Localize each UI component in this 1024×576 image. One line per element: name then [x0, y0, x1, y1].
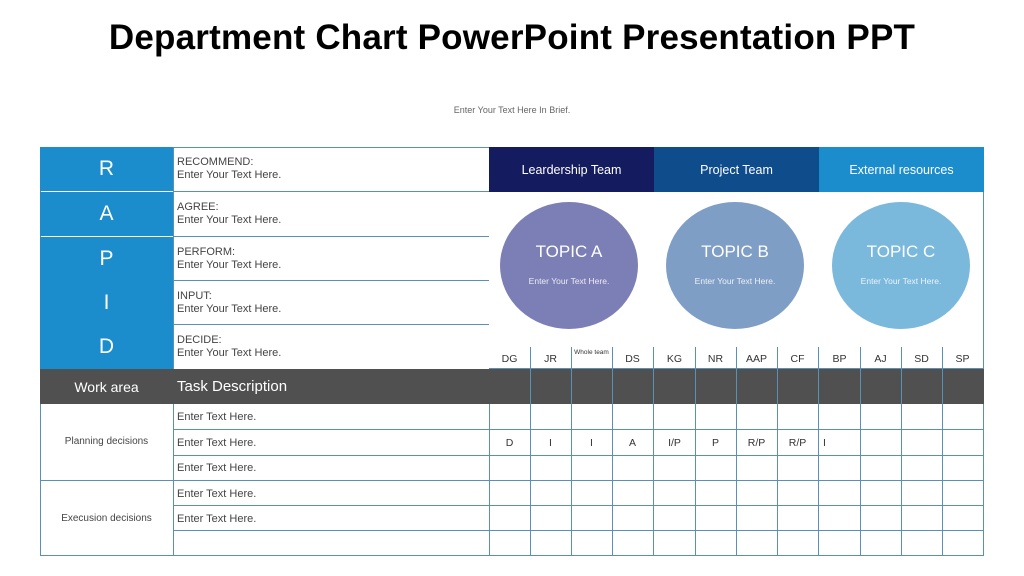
rapid-text: Enter Your Text Here. — [177, 169, 282, 181]
topic-name: TOPIC B — [701, 242, 769, 261]
initials-kg: KG — [666, 353, 683, 365]
rapid-letter-p: P — [40, 237, 173, 281]
page-title: Department Chart PowerPoint Presentation PPT — [108, 18, 916, 57]
team-header-project: Project Team — [654, 147, 819, 192]
initials-aap: AAP — [745, 353, 767, 365]
initials-jr: JR — [544, 353, 557, 365]
initials-ds: DS — [625, 353, 640, 365]
rapid-row-agree — [177, 192, 487, 236]
initials-dg: DG — [501, 353, 518, 365]
initials-sd: SD — [914, 353, 929, 365]
rapid-row-perform — [177, 237, 487, 281]
assignment-cell: A — [628, 436, 636, 449]
team-header-external: External resources — [819, 147, 984, 192]
initials-nr: NR — [707, 353, 724, 365]
rapid-letter-r: R — [40, 147, 173, 191]
assignment-cell — [942, 430, 983, 455]
task-cell: Enter Text Here. — [177, 487, 257, 500]
page-subtitle: Enter Your Text Here In Brief. — [453, 105, 571, 115]
assignment-cell: R/P — [788, 436, 807, 449]
assignment-cell: D — [505, 436, 514, 449]
rapid-letter-a: A — [40, 192, 173, 236]
work-area-header: Work area — [74, 378, 139, 395]
task-cell: Enter Text Here. — [177, 410, 257, 423]
assignment-cell: I — [823, 436, 826, 449]
task-cell: Enter Text Here. — [177, 512, 257, 525]
topic-name: TOPIC C — [866, 242, 936, 261]
initials-whole-team: Whole team — [574, 349, 609, 356]
rapid-letter-i: I — [40, 281, 173, 325]
rapid-text: Enter Your Text Here. — [177, 259, 282, 271]
topic-text: Enter Your Text Here. — [694, 276, 776, 286]
topic-c-circle — [832, 202, 970, 329]
task-description-header: Task Description — [177, 378, 288, 395]
rapid-divider — [173, 147, 174, 369]
rapid-heading: PERFORM: — [177, 246, 236, 258]
rapid-row-decide — [177, 325, 487, 369]
assignment-cell — [860, 430, 901, 455]
rapid-heading: RECOMMEND: — [177, 156, 254, 168]
rapid-letter-d: D — [40, 325, 173, 369]
work-area-planning: Planning decisions — [64, 436, 149, 447]
assignment-cell — [901, 430, 942, 455]
initials-sp: SP — [955, 353, 970, 365]
rapid-text: Enter Your Text Here. — [177, 303, 282, 315]
assignment-cell: R/P — [747, 436, 766, 449]
rapid-heading: AGREE: — [177, 201, 219, 213]
topic-a-circle — [500, 202, 638, 329]
task-cell: Enter Text Here. — [177, 436, 257, 449]
topic-name: TOPIC A — [535, 242, 603, 261]
task-cell: Enter Text Here. — [177, 461, 257, 474]
topic-text: Enter Your Text Here. — [528, 276, 610, 286]
task-cell — [177, 531, 477, 556]
team-header-leadership: Leardership Team — [489, 147, 654, 192]
assignment-cell: I/P — [668, 436, 681, 449]
rapid-heading: DECIDE: — [177, 334, 222, 346]
assignment-cell: P — [711, 436, 719, 449]
initials-aj: AJ — [874, 353, 887, 365]
initials-cf: CF — [790, 353, 805, 365]
grid-line — [489, 404, 490, 556]
assignment-cell: I — [549, 436, 552, 449]
grid-line — [173, 404, 174, 556]
topic-text: Enter Your Text Here. — [860, 276, 942, 286]
rapid-row-input — [177, 281, 487, 325]
rapid-text: Enter Your Text Here. — [177, 347, 282, 359]
rapid-text: Enter Your Text Here. — [177, 214, 282, 226]
assignment-cell: I — [590, 436, 593, 449]
rapid-row-recommend — [177, 147, 487, 191]
work-area-execution: Execusion decisions — [61, 512, 152, 524]
initials-bp: BP — [832, 353, 847, 365]
topic-b-circle — [666, 202, 804, 329]
rapid-heading: INPUT: — [177, 290, 212, 302]
